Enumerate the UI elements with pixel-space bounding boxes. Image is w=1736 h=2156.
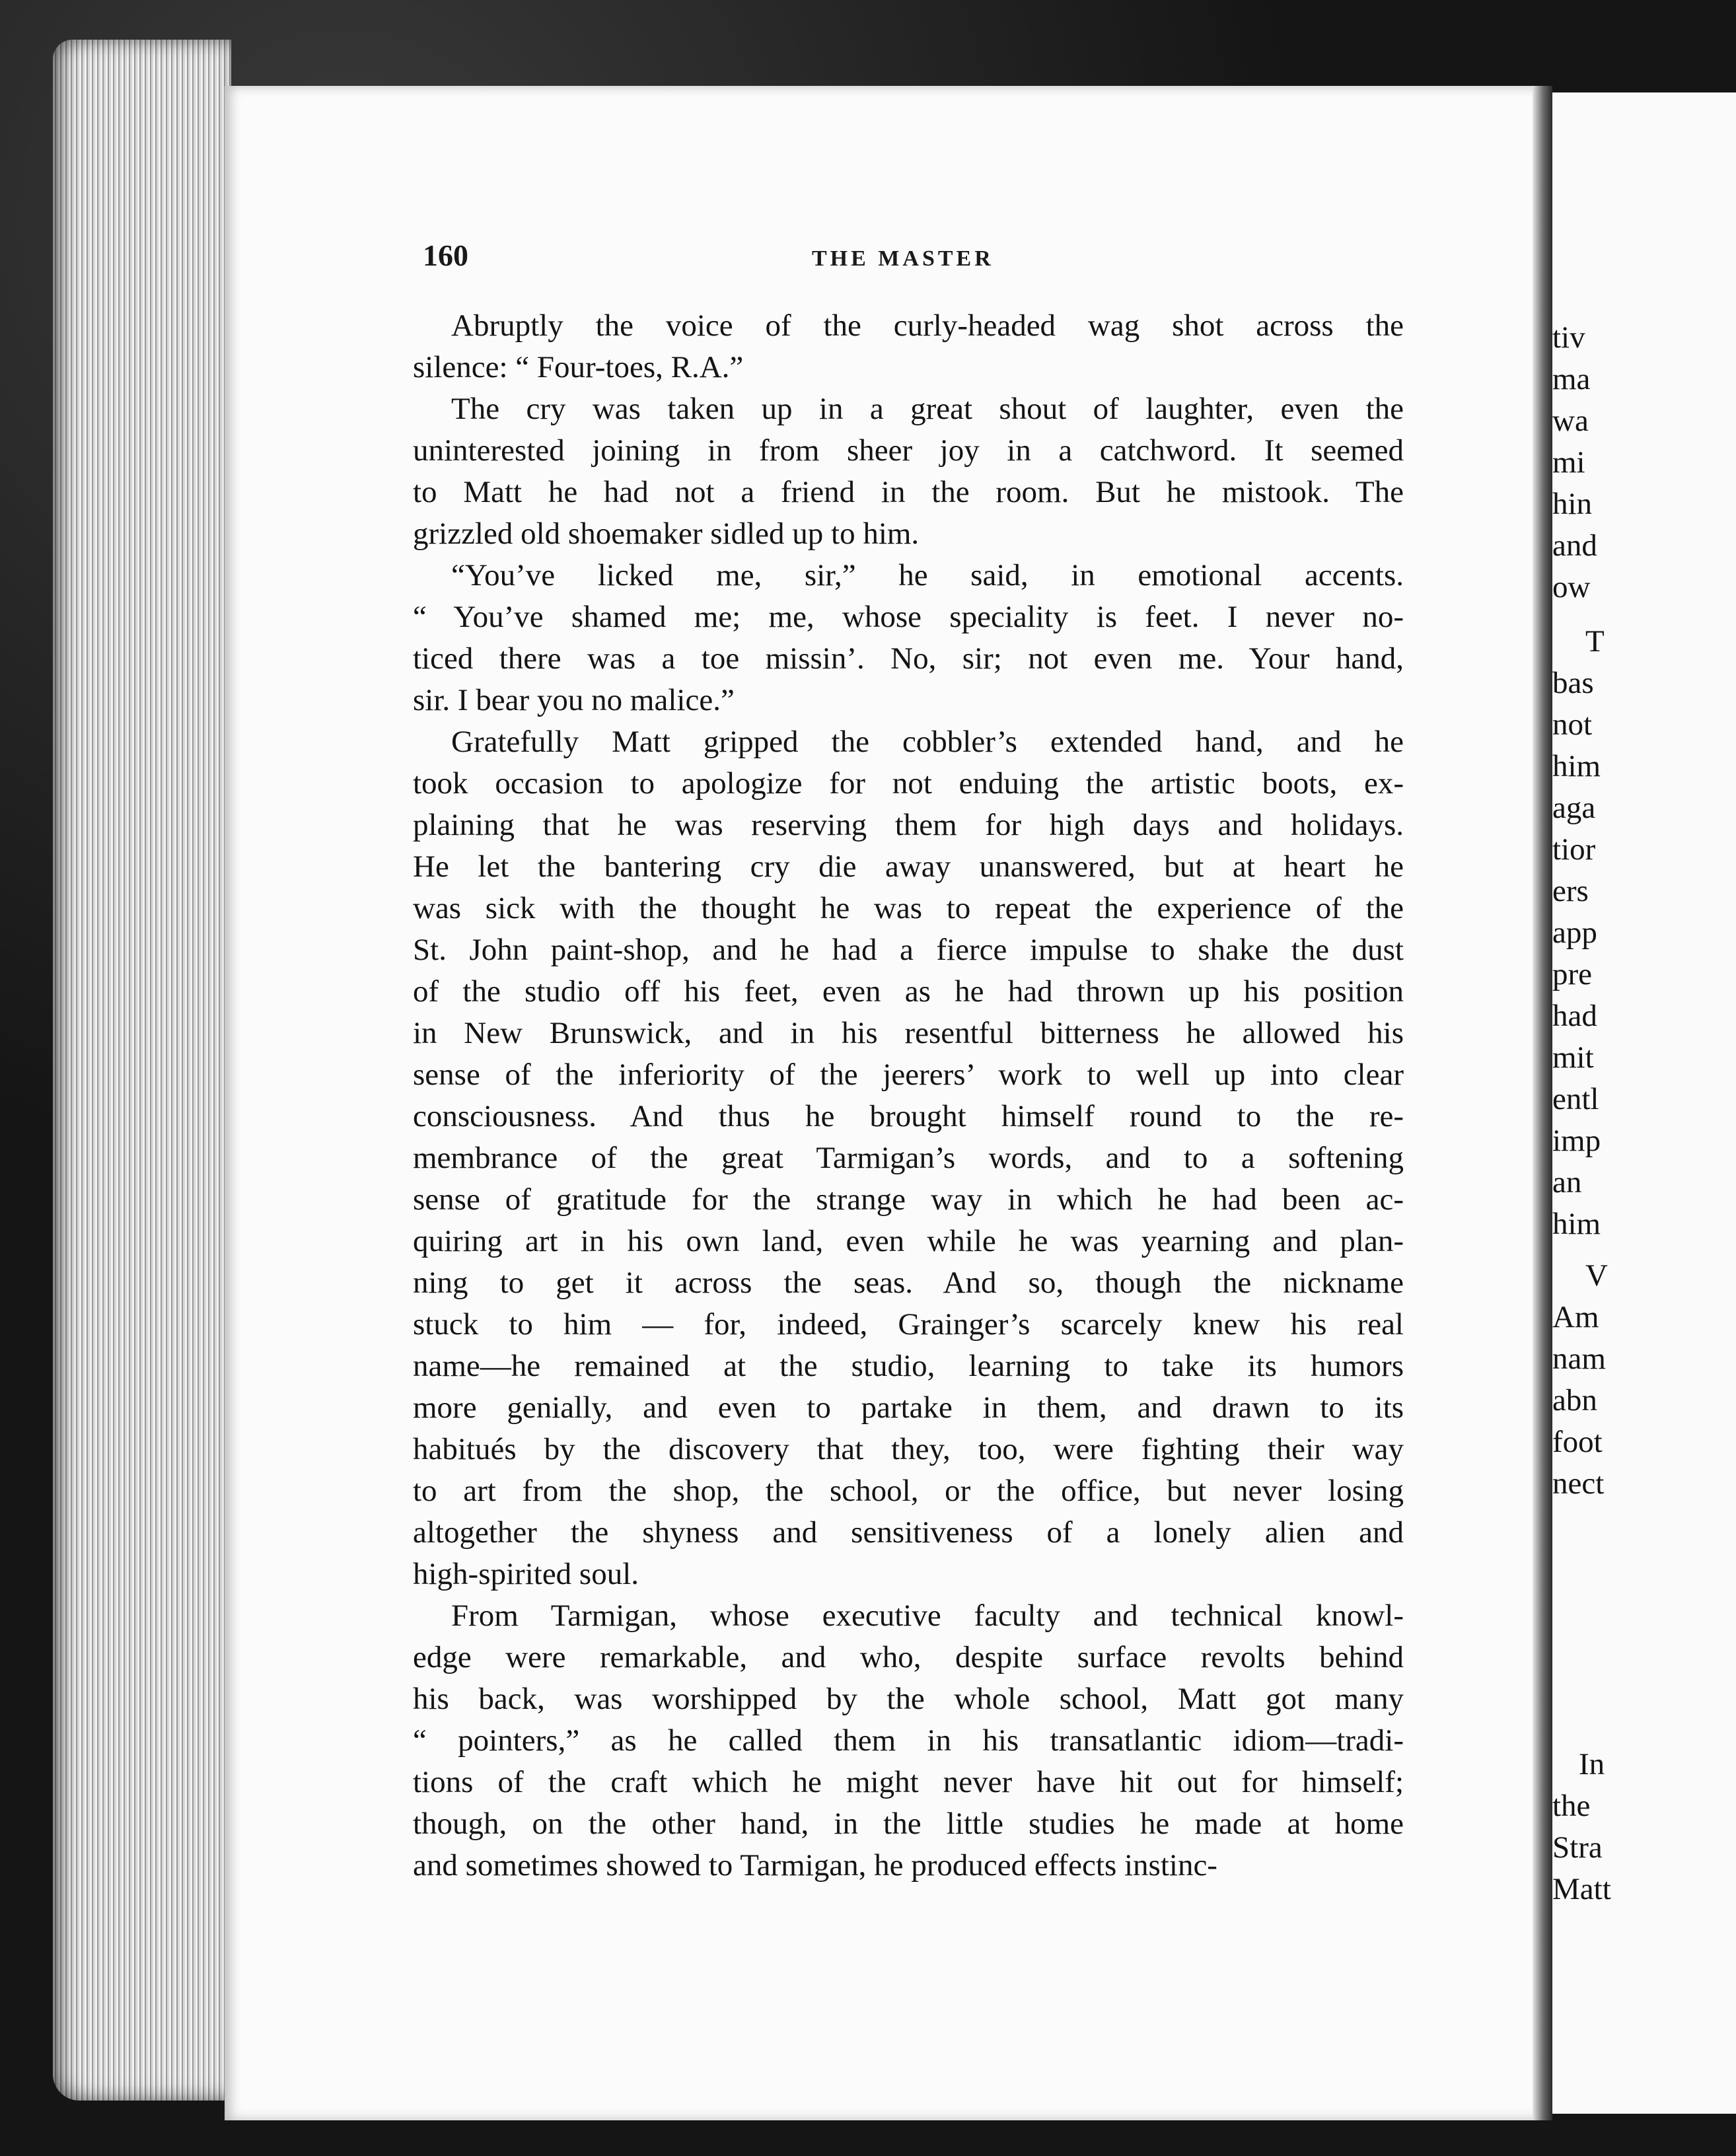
text-line: membrance of the great Tarmigan’s words, and to a softening — [413, 1141, 1404, 1175]
text-line: grizzled old shoemaker sidled up to him. — [413, 517, 920, 551]
text-line: From Tarmigan, whose executive faculty and technical knowl- — [451, 1599, 1404, 1633]
facing-text-fragment: hin — [1552, 487, 1593, 521]
facing-text-fragment: mit — [1552, 1040, 1594, 1075]
text-line: He let the bantering cry die away unanswered, but at heart he — [413, 849, 1404, 884]
text-line: to Matt he had not a friend in the room. But he mistook. The — [413, 475, 1404, 509]
facing-text-fragment: Am — [1552, 1300, 1599, 1334]
facing-text-fragment: tiv — [1552, 320, 1585, 355]
facing-text-fragment: Matt — [1552, 1872, 1611, 1906]
facing-text-fragment: him — [1552, 1207, 1601, 1241]
text-line: consciousness. And thus he brought himself round to the re- — [413, 1099, 1404, 1133]
facing-text-fragment: ow — [1552, 570, 1591, 604]
text-line: altogether the shyness and sensitiveness of a lonely alien and — [413, 1515, 1404, 1550]
text-line: high-spirited soul. — [413, 1557, 639, 1591]
text-line: sense of the inferiority of the jeerers’ work to well up into clear — [413, 1058, 1404, 1092]
text-line: to art from the shop, the school, or the office, but never losing — [413, 1474, 1404, 1508]
text-line: ning to get it across the seas. And so, though the nickname — [413, 1266, 1404, 1300]
facing-text-fragment: the — [1552, 1789, 1591, 1823]
facing-text-fragment: had — [1552, 999, 1597, 1033]
facing-text-fragment: nect — [1552, 1466, 1605, 1501]
facing-text-fragment: bas — [1552, 666, 1594, 700]
page-number: 160 — [423, 238, 468, 272]
facing-text-fragment: an — [1552, 1165, 1582, 1200]
text-line: uninterested joining in from sheer joy in a catchword. It seemed — [413, 433, 1404, 468]
text-line: was sick with the thought he was to repeat the experience of the — [413, 891, 1404, 925]
facing-text-fragment: and — [1552, 528, 1597, 563]
text-line: of the studio off his feet, even as he had thrown up his position — [413, 974, 1404, 1009]
running-title: THE MASTER — [812, 246, 994, 271]
text-line: sense of gratitude for the strange way in which he had been ac- — [413, 1182, 1404, 1217]
text-line: The cry was taken up in a great shout of laughter, even the — [451, 392, 1404, 426]
book-page-edges — [53, 40, 231, 2101]
text-line: silence: “ Four-toes, R.A.” — [413, 350, 744, 384]
text-line: and sometimes showed to Tarmigan, he produced effects instinc- — [413, 1848, 1217, 1883]
text-line: quiring art in his own land, even while he was yearning and plan- — [413, 1224, 1404, 1258]
facing-text-fragment: tior — [1552, 832, 1596, 867]
book-gutter — [1533, 86, 1552, 2120]
text-line: took occasion to apologize for not enduing the artistic boots, ex- — [413, 766, 1404, 801]
text-line: Abruptly the voice of the curly-headed wag shot across the — [451, 308, 1404, 343]
facing-text-fragment: him — [1552, 749, 1601, 783]
text-line: sir. I bear you no malice.” — [413, 683, 735, 717]
facing-text-fragment: T — [1585, 624, 1605, 659]
body-text — [413, 305, 1404, 1886]
facing-text-fragment: aga — [1552, 791, 1596, 825]
facing-text-fragment: nam — [1552, 1342, 1606, 1376]
text-line: Gratefully Matt gripped the cobbler’s extended hand, and he — [451, 725, 1404, 759]
facing-text-fragment: abn — [1552, 1383, 1597, 1418]
facing-text-fragment: ma — [1552, 362, 1591, 396]
text-line: ticed there was a toe missin’. No, sir; not even me. Your hand, — [413, 641, 1404, 676]
facing-text-fragment: imp — [1552, 1124, 1601, 1158]
facing-text-fragment: wa — [1552, 404, 1589, 438]
text-line: edge were remarkable, and who, despite surface revolts behind — [413, 1640, 1404, 1674]
text-line: plaining that he was reserving them for high days and holidays. — [413, 808, 1404, 842]
facing-text-fragment: foot — [1552, 1425, 1603, 1459]
facing-page — [1552, 92, 1736, 2114]
facing-text-fragment: V — [1585, 1258, 1608, 1293]
text-line: in New Brunswick, and in his resentful bitterness he allowed his — [413, 1016, 1404, 1050]
text-line: name—he remained at the studio, learning to take its humors — [413, 1349, 1404, 1383]
facing-text-fragment: pre — [1552, 957, 1593, 991]
facing-text-fragment: Stra — [1552, 1830, 1603, 1865]
text-line: “You’ve licked me, sir,” he said, in emotional accents. — [451, 558, 1404, 593]
running-head — [423, 238, 1414, 273]
facing-text-fragment: app — [1552, 916, 1597, 950]
text-line: though, on the other hand, in the little studies he made at home — [413, 1807, 1404, 1841]
text-line: tions of the craft which he might never have hit out for himself; — [413, 1765, 1404, 1799]
text-line: St. John paint-shop, and he had a fierce impulse to shake the dust — [413, 933, 1404, 967]
facing-text-fragment: entl — [1552, 1082, 1599, 1116]
text-line: more genially, and even to partake in them, and drawn to its — [413, 1390, 1404, 1425]
text-line: his back, was worshipped by the whole school, Matt got many — [413, 1682, 1404, 1716]
text-line: habitués by the discovery that they, too, were fighting their way — [413, 1432, 1404, 1466]
text-line: “ You’ve shamed me; me, whose speciality is feet. I never no- — [413, 600, 1404, 634]
text-line: stuck to him — for, indeed, Grainger’s scarcely knew his real — [413, 1307, 1404, 1342]
facing-text-fragment: not — [1552, 707, 1593, 742]
facing-text-fragment: mi — [1552, 445, 1585, 480]
facing-text-fragment: In — [1579, 1747, 1605, 1781]
facing-text-fragment: ers — [1552, 874, 1589, 908]
text-line: “ pointers,” as he called them in his transatlantic idiom—tradi- — [413, 1723, 1404, 1758]
